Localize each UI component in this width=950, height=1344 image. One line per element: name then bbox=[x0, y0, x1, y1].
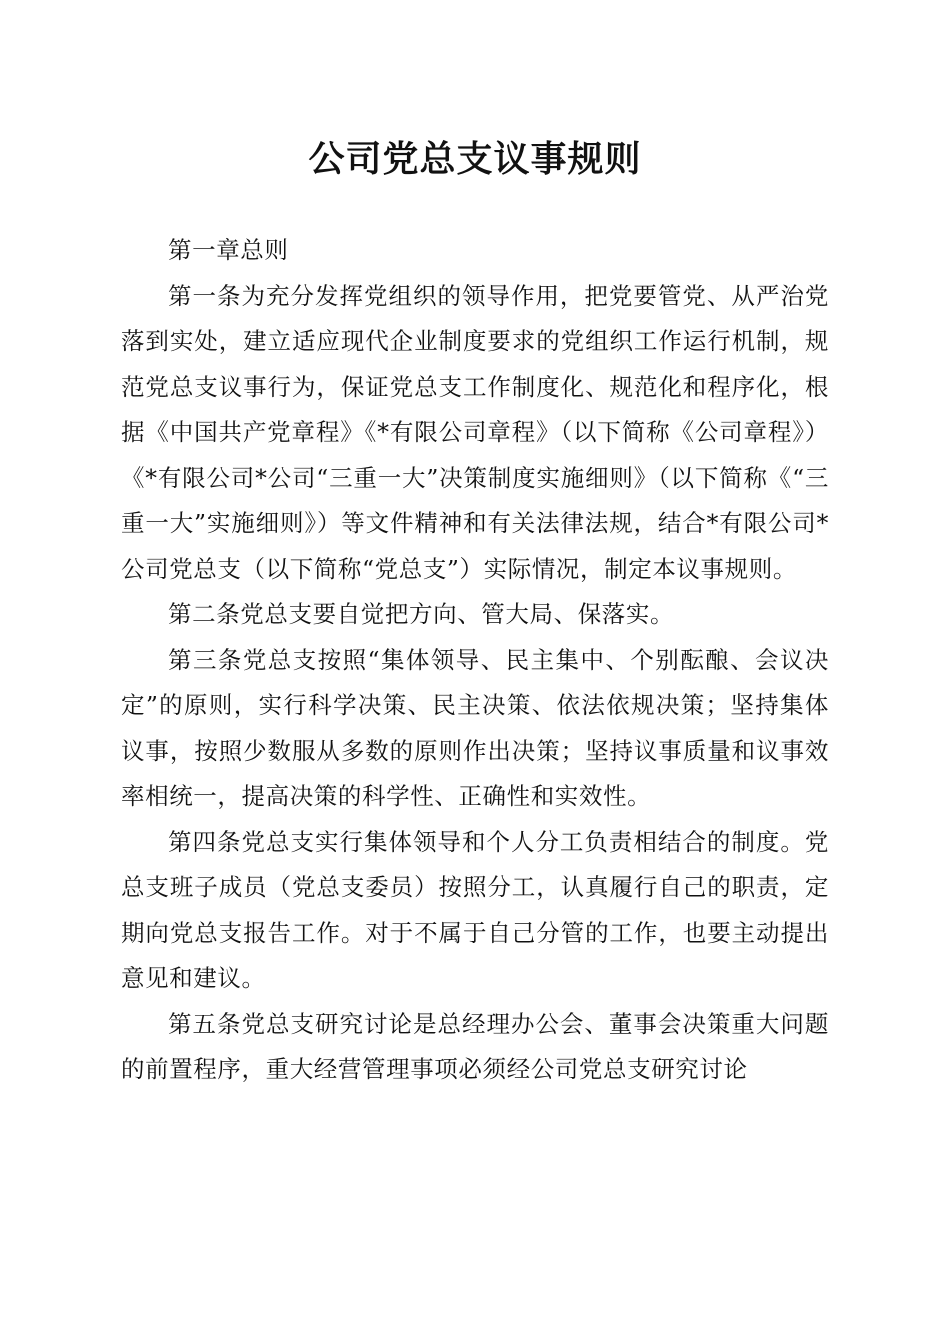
document-title: 公司党总支议事规则 bbox=[308, 138, 642, 180]
article-paragraph: 第三条党总支按照“集体领导、民主集中、个别酝酿、会议决定”的原则，实行科学决策、民主决策、依法依规决策；坚持集体议事，按照少数服从多数的原则作出决策；坚持议事质量和议事效率相统一，提高决策的科学性、正确性和实效性。 bbox=[121, 645, 829, 810]
chapter-heading: 第一章总则 bbox=[168, 236, 289, 264]
article-paragraph: 第一条为充分发挥党组织的领导作用，把党要管党、从严治党落到实处，建立适应现代企业制度要求的党组织工作运行机制，规范党总支议事行为，保证党总支工作制度化、规范化和程序化，根据《中国共产党章程》《*有限公司章程》（以下简称《公司章程》）《*有限公司*公司“三重一大”决策制度实施细则》（以下简称《“三重一大”实施细则》）等文件精神和有关法律法规，结合*有限公司*公司党总支（以下简称“党总支”）实际情况，制定本议事规则。 bbox=[121, 281, 829, 583]
article-paragraph: 第五条党总支研究讨论是总经理办公会、董事会决策重大问题的前置程序，重大经营管理事项必须经公司党总支研究讨论 bbox=[121, 1009, 829, 1083]
article-paragraph: 第二条党总支要自觉把方向、管大局、保落实。 bbox=[168, 600, 675, 628]
document-body bbox=[121, 228, 829, 1093]
article-paragraph: 第四条党总支实行集体领导和个人分工负责相结合的制度。党总支班子成员（党总支委员）按照分工，认真履行自己的职责，定期向党总支报告工作。对于不属于自己分管的工作，也要主动提出意见和建议。 bbox=[121, 827, 829, 992]
